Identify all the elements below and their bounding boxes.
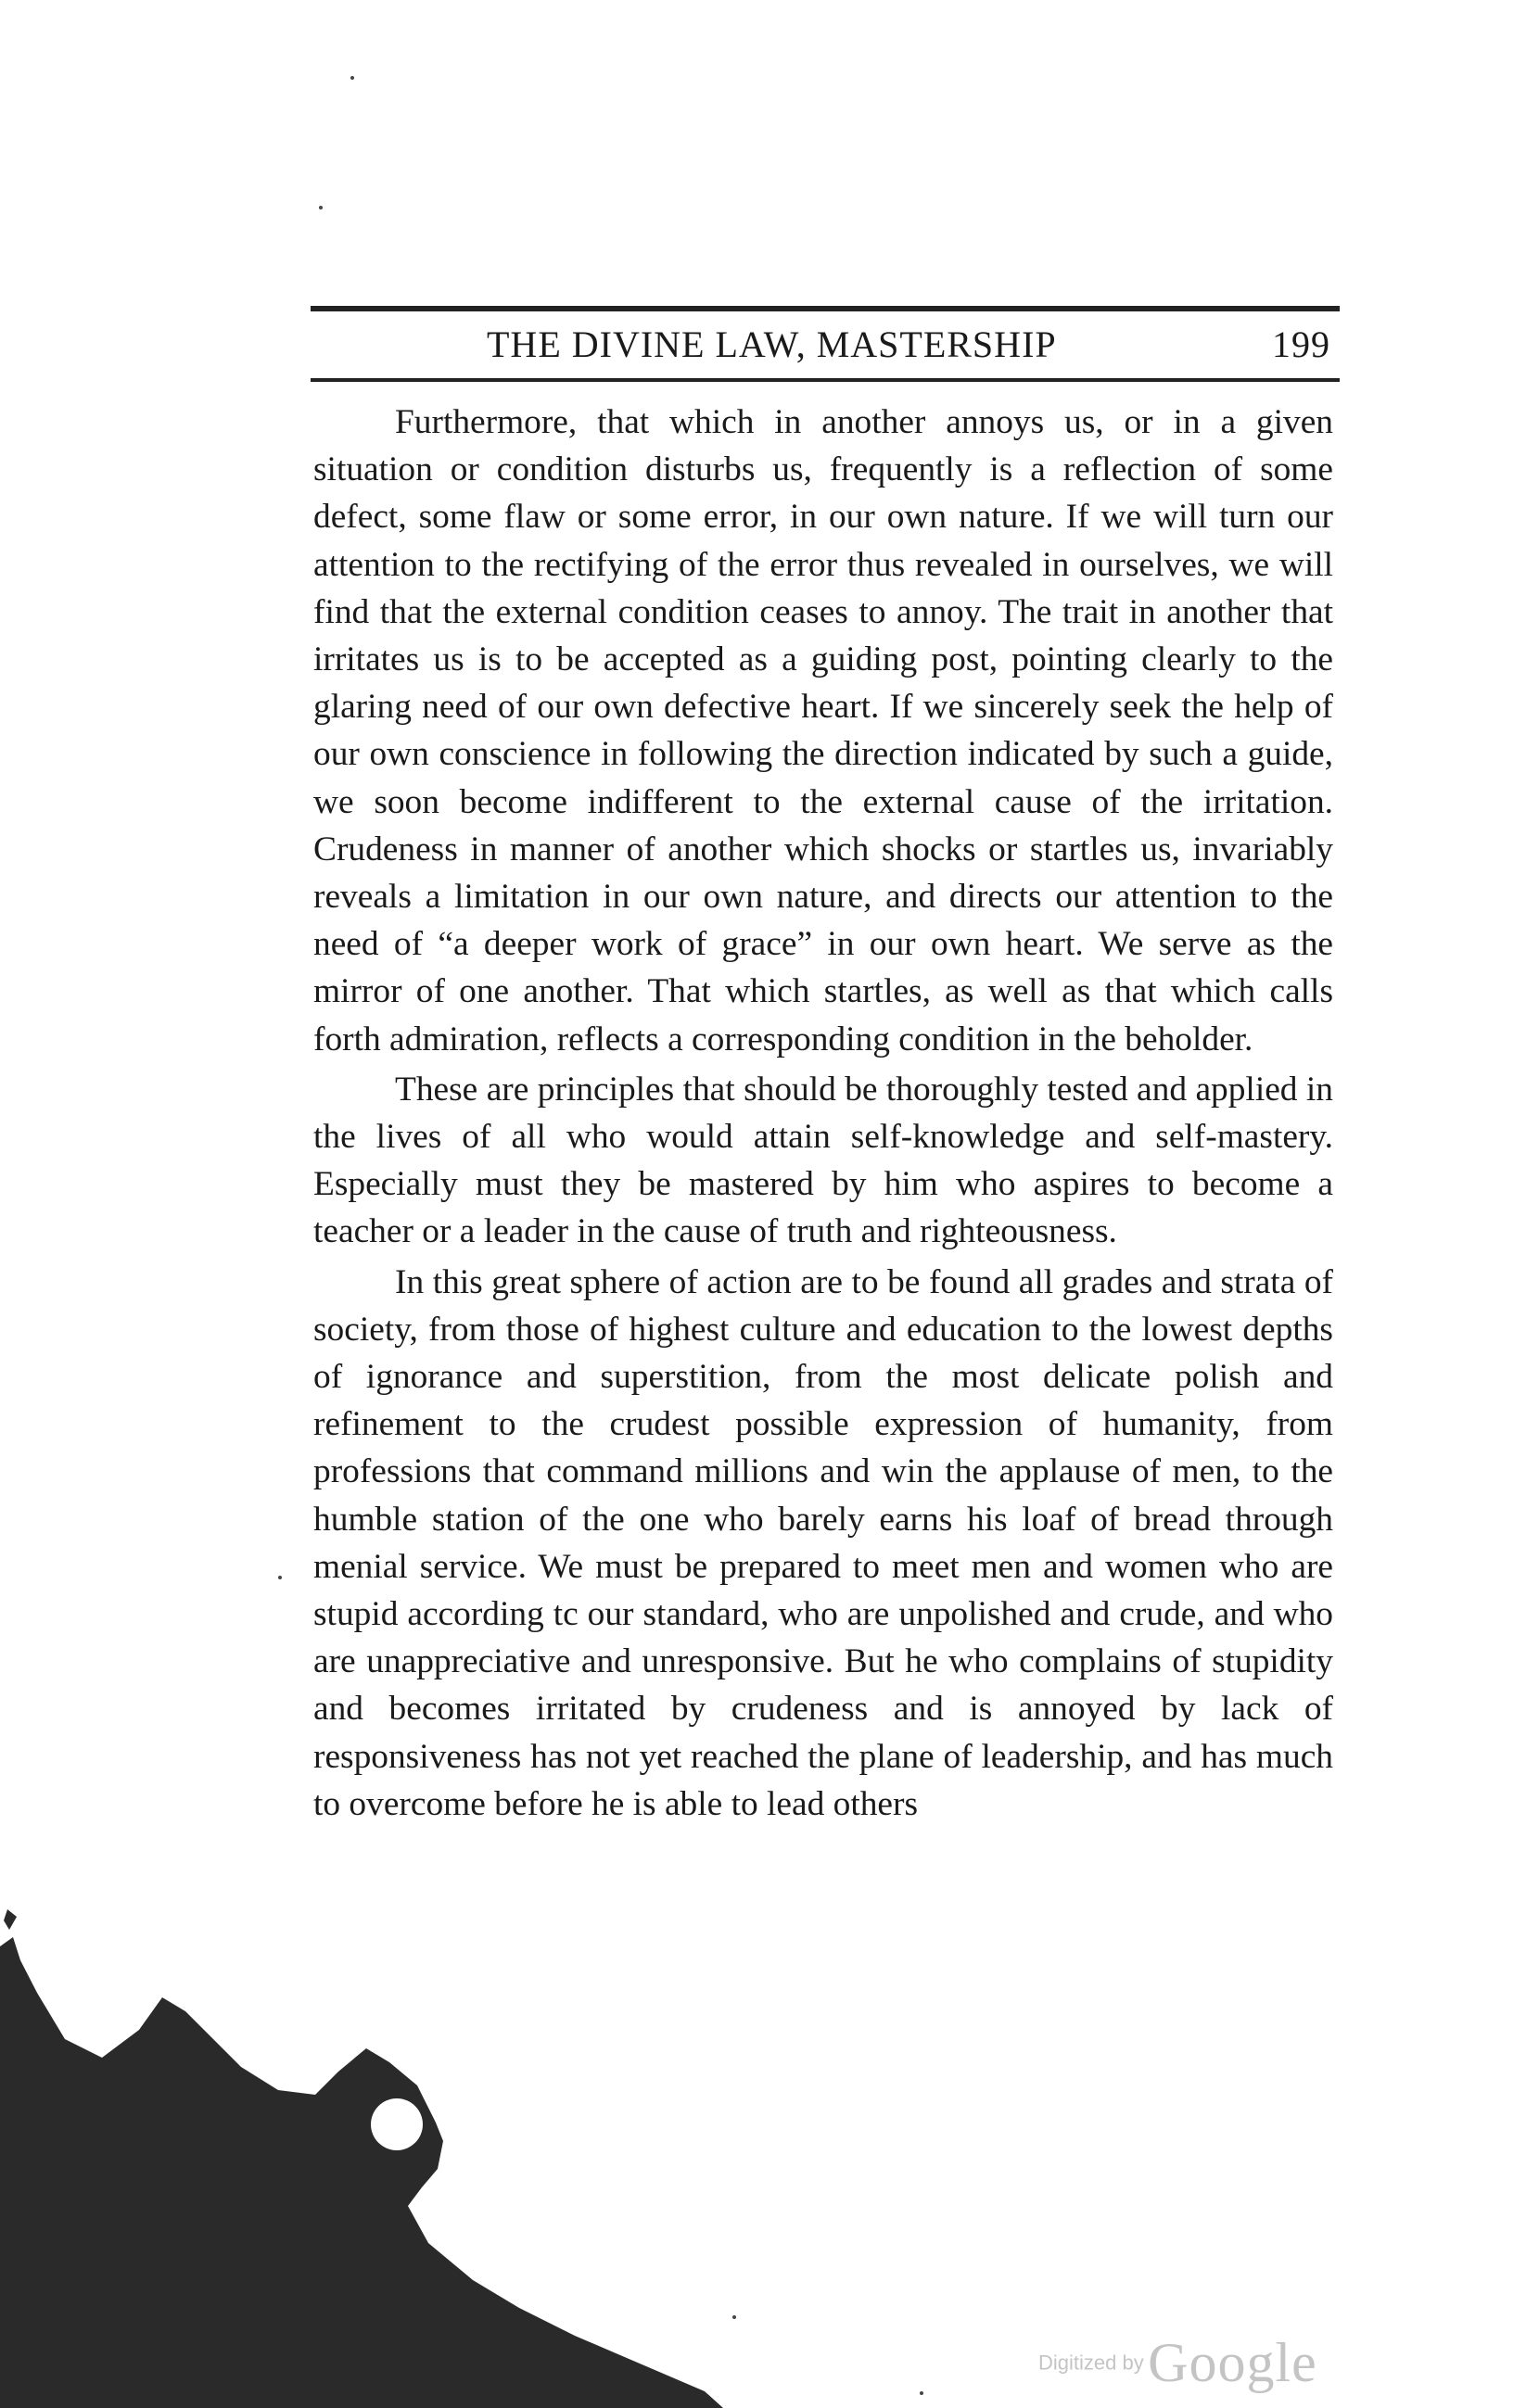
page-number: 199	[1272, 323, 1330, 365]
scan-shadow-artifact	[0, 1909, 723, 2408]
scan-speck	[920, 2391, 923, 2395]
paragraph: These are principles that should be thoroughly tested and applied in the lives of all who would attain self-knowledge and self-mastery. Especially must they be mastered by him who aspires to become a teacher or a leader in the cause of truth and righteousness.	[313, 1070, 1333, 1251]
scan-speck	[319, 206, 323, 209]
paragraph: In this great sphere of action are to be found all grades and strata of society, from those of highest culture and education to the lowest depths of ignorance and superstition, from the most delicate polish and refinement to the crudest possible expression of humanity, from professions that command millions and win the applause of men, to the humble station of the one who barely earns his loaf of bread through menial service. We must be prepared to meet men and women who are stupid according tc our standard, who are unpolished and crude, and who are unappreciative and unresponsive. But he who complains of stupidity and becomes irritated by crudeness and is annoyed by lack of responsiveness has not yet reached the plane of leadership, and has much to overcome before he is able to lead others	[313, 1262, 1333, 1823]
body-text	[313, 399, 1333, 1828]
scan-speck	[732, 2315, 736, 2319]
header-rule	[311, 378, 1340, 382]
artifact-hole	[371, 2098, 423, 2150]
top-rule	[311, 306, 1340, 311]
shadow-fleck	[4, 1909, 17, 1930]
digitized-by-google-watermark	[1038, 2331, 1317, 2395]
running-head	[311, 323, 1340, 378]
scan-speck	[350, 76, 354, 80]
watermark-prefix: Digitized by	[1038, 2351, 1144, 2375]
running-title: THE DIVINE LAW, MASTERSHIP	[487, 323, 1057, 365]
watermark-brand: Google	[1148, 2332, 1317, 2393]
paragraph: Furthermore, that which in another annoys us, or in a given situation or condition disturbs us, frequently is a reflection of some defect, some flaw or some error, in our own nature. If we will turn our attention to the rectifying of the error thus revealed in ourselves, we will find that the external condition ceases to annoy. The trait in another that irritates us is to be accepted as a guiding post, pointing clearly to the glaring need of our own defective heart. If we sincerely seek the help of our own conscience in following the direction indicated by such a guide, we soon become indifferent to the external cause of the irritation. Crudeness in manner of another which shocks or startles us, invariably reveals a limitation in our own nature, and directs our attention to the need of “a deeper work of grace” in our own heart. We serve as the mirror of one another. That which startles, as well as that which calls forth admiration, reflects a corresponding condition in the beholder.	[313, 403, 1333, 1058]
scan-speck	[278, 1576, 282, 1579]
shadow-shape	[0, 1937, 723, 2408]
